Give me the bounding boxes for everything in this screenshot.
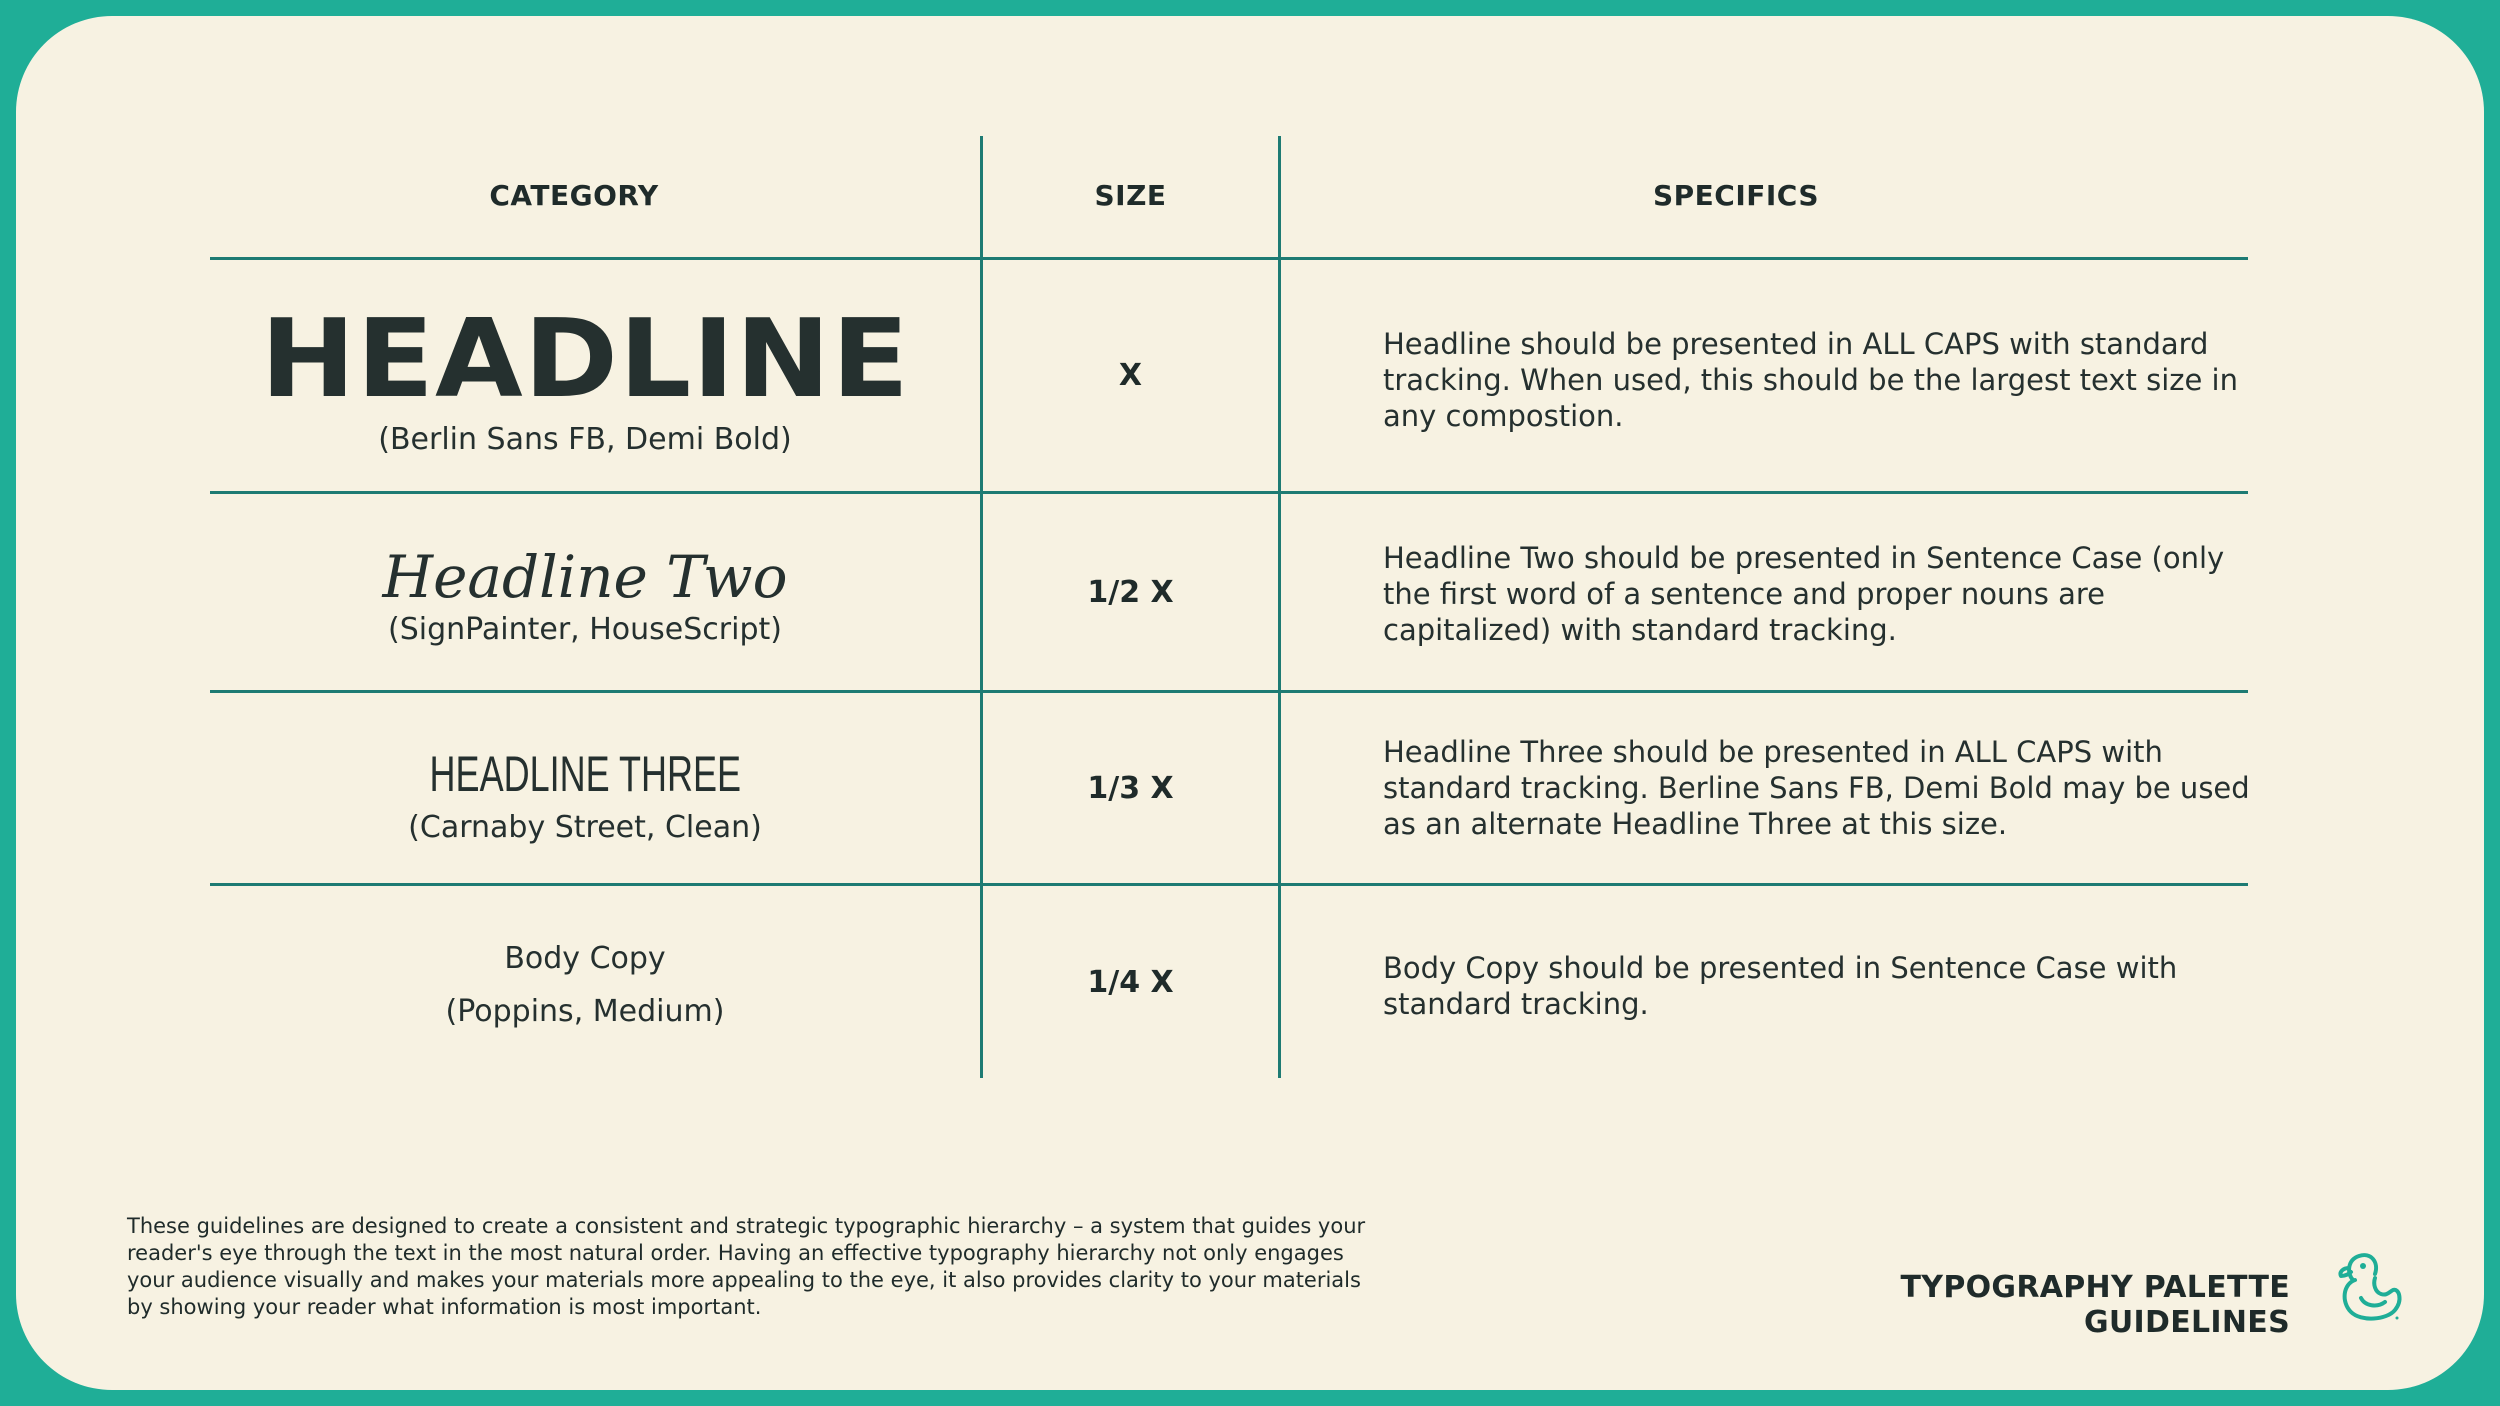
specifics-text: Headline should be presented in ALL CAPS with standard tracking. When used, this should be the largest text size in any compostion.	[1383, 327, 2238, 433]
specifics-text: Headline Three should be presented in ALL CAPS with standard tracking. Berline Sans FB, Demi Bold may be used as an alternate Headline Three at this size.	[1383, 735, 2250, 841]
font-name: (Berlin Sans FB, Demi Bold)	[378, 421, 792, 457]
size-value: 1/2 X	[1087, 574, 1174, 610]
category-cell	[210, 530, 960, 660]
headline-sample: HEADLINE	[260, 296, 910, 422]
font-name: (Carnaby Street, Clean)	[408, 809, 762, 845]
specifics-text: Headline Two should be presented in Sentence Case (only the first word of a sentence and proper nouns are capitalized) with standard tracking.	[1383, 541, 2225, 647]
header-specifics: SPECIFICS	[1652, 178, 1820, 212]
size-value: 1/4 X	[1087, 964, 1174, 1000]
size-value: 1/3 X	[1087, 770, 1174, 806]
headline-three-sample: HEADLINE THREE	[429, 745, 741, 802]
guidelines-description: These guidelines are designed to create a consistent and strategic typographic hierarchy – a system that guides your reader's eye through the text in the most natural order. Having an effective typography hierarchy not only engages your audience visually and makes your materials more appealing to the eye, it also provides clarity to your materials by showing your reader what information is most important.	[127, 1214, 1366, 1319]
category-cell	[210, 925, 960, 1045]
category-cell	[210, 295, 960, 465]
font-name: (SignPainter, HouseScript)	[388, 611, 782, 647]
specifics-text: Body Copy should be presented in Sentence Case with standard tracking.	[1383, 951, 2178, 1021]
body-copy-sample: Body Copy	[504, 941, 666, 976]
font-name: (Poppins, Medium)	[445, 994, 725, 1029]
page-title: TYPOGRAPHY PALETTE GUIDELINES	[1900, 1270, 2290, 1340]
column-divider	[1278, 136, 1281, 1078]
category-cell	[210, 730, 960, 860]
size-value: X	[1118, 358, 1143, 393]
headline-two-sample: Headline Two	[382, 542, 788, 611]
header-size: SIZE	[1094, 178, 1167, 212]
header-category: CATEGORY	[489, 178, 659, 212]
duck-icon	[2335, 1250, 2405, 1324]
